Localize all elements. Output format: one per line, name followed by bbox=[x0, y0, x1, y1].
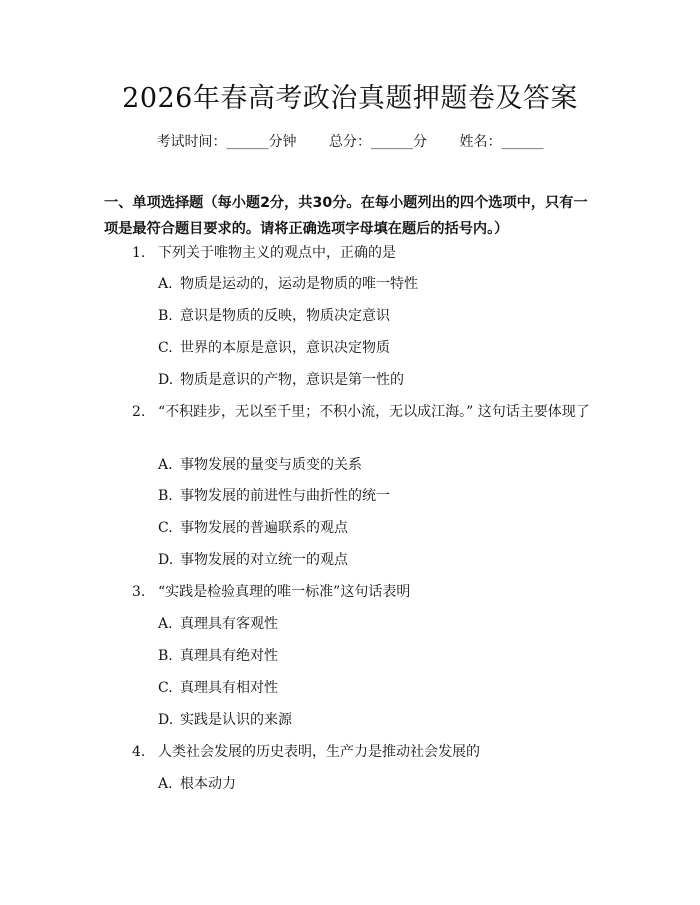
question-2 bbox=[104, 401, 600, 423]
option-text: 事物发展的普遍联系的观点 bbox=[180, 520, 348, 536]
option-letter: A. bbox=[158, 457, 173, 473]
question-number: 3. bbox=[132, 584, 146, 600]
option-3c bbox=[158, 677, 598, 699]
question-4 bbox=[104, 741, 600, 763]
option-text: 世界的本原是意识，意识决定物质 bbox=[180, 340, 390, 356]
option-letter: A. bbox=[158, 276, 173, 292]
student-name-label: 姓名：______ bbox=[459, 134, 544, 150]
option-1c bbox=[158, 337, 598, 359]
option-text: 事物发展的前进性与曲折性的统一 bbox=[180, 488, 390, 504]
question-3 bbox=[104, 581, 600, 603]
question-number: 1. bbox=[132, 245, 146, 261]
option-text: 实践是认识的来源 bbox=[180, 712, 292, 728]
option-3b bbox=[158, 645, 598, 667]
option-2c bbox=[158, 517, 598, 539]
option-letter: D. bbox=[158, 712, 174, 728]
option-letter: B. bbox=[158, 488, 173, 504]
option-1a bbox=[158, 273, 598, 295]
option-letter: B. bbox=[158, 308, 173, 324]
option-text: 真理具有相对性 bbox=[180, 680, 278, 696]
question-text: “不积跬步，无以至千里；不积小流，无以成江海。” 这句话主要体现了 bbox=[158, 404, 590, 420]
option-text: 真理具有客观性 bbox=[180, 616, 278, 632]
option-2b bbox=[158, 485, 598, 507]
option-1b bbox=[158, 305, 598, 327]
option-2d bbox=[158, 549, 598, 571]
question-text: 下列关于唯物主义的观点中，正确的是 bbox=[158, 245, 396, 261]
option-text: 事物发展的量变与质变的关系 bbox=[180, 457, 362, 473]
option-letter: C. bbox=[158, 680, 173, 696]
question-text: “实践是检验真理的唯一标准”这句话表明 bbox=[158, 584, 411, 600]
option-letter: D. bbox=[158, 372, 174, 388]
option-letter: B. bbox=[158, 648, 173, 664]
option-1d bbox=[158, 369, 598, 391]
option-3a bbox=[158, 613, 598, 635]
option-text: 事物发展的对立统一的观点 bbox=[180, 552, 348, 568]
option-letter: C. bbox=[158, 520, 173, 536]
option-letter: A. bbox=[158, 776, 173, 792]
page-title: 2026年春高考政治真题押题卷及答案 bbox=[122, 83, 578, 114]
option-letter: C. bbox=[158, 340, 173, 356]
total-score-label: 总分：______分 bbox=[329, 134, 427, 150]
exam-meta bbox=[0, 132, 700, 152]
question-text: 人类社会发展的历史表明，生产力是推动社会发展的 bbox=[158, 744, 480, 760]
option-3d bbox=[158, 709, 598, 731]
option-text: 意识是物质的反映，物质决定意识 bbox=[180, 308, 390, 324]
option-letter: A. bbox=[158, 616, 173, 632]
question-number: 2. bbox=[132, 404, 146, 420]
option-text: 根本动力 bbox=[180, 776, 236, 792]
option-text: 物质是运动的，运动是物质的唯一特性 bbox=[180, 276, 418, 292]
option-4a bbox=[158, 773, 598, 795]
question-1 bbox=[104, 242, 600, 264]
exam-time-label: 考试时间：______分钟 bbox=[156, 134, 297, 150]
question-number: 4. bbox=[132, 744, 146, 760]
option-text: 物质是意识的产物，意识是第一性的 bbox=[180, 372, 404, 388]
option-letter: D. bbox=[158, 552, 174, 568]
option-2a bbox=[158, 454, 598, 476]
option-text: 真理具有绝对性 bbox=[180, 648, 278, 664]
section-heading: 一、单项选择题（每小题2分，共30分。在每小题列出的四个选项中，只有一项是最符合题目要求的。请将正确选项字母填在题后的括号内。） bbox=[104, 195, 588, 237]
